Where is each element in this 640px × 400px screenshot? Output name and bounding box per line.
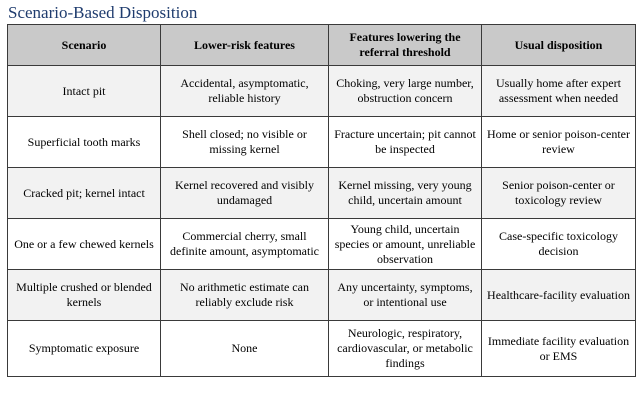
table-row [8,66,636,117]
cell-referral-threshold-features: Fracture uncertain; pit cannot be inspected [329,117,482,168]
table-header-row [8,25,636,66]
table-row [8,219,636,270]
cell-lower-risk-features: No arithmetic estimate can reliably exclude risk [161,270,329,321]
cell-usual-disposition: Healthcare-facility evaluation [482,270,636,321]
table-row [8,321,636,377]
cell-scenario: Intact pit [8,66,161,117]
cell-usual-disposition: Case-specific toxicology decision [482,219,636,270]
cell-referral-threshold-features: Young child, uncertain species or amount, unreliable observation [329,219,482,270]
header-referral-threshold-features: Features lowering the referral threshold [329,25,482,66]
table-row [8,117,636,168]
cell-usual-disposition: Immediate facility evaluation or EMS [482,321,636,377]
header-lower-risk-features: Lower-risk features [161,25,329,66]
cell-lower-risk-features: Shell closed; no visible or missing kernel [161,117,329,168]
cell-usual-disposition: Usually home after expert assessment when needed [482,66,636,117]
table-row [8,168,636,219]
header-usual-disposition: Usual disposition [482,25,636,66]
cell-lower-risk-features: Kernel recovered and visibly undamaged [161,168,329,219]
cell-usual-disposition: Home or senior poison-center review [482,117,636,168]
disposition-table [7,24,636,377]
cell-referral-threshold-features: Choking, very large number, obstruction concern [329,66,482,117]
cell-scenario: Cracked pit; kernel intact [8,168,161,219]
cell-scenario: Multiple crushed or blended kernels [8,270,161,321]
cell-usual-disposition: Senior poison-center or toxicology review [482,168,636,219]
table-row [8,270,636,321]
header-scenario: Scenario [8,25,161,66]
cell-referral-threshold-features: Any uncertainty, symptoms, or intentional use [329,270,482,321]
cell-referral-threshold-features: Kernel missing, very young child, uncertain amount [329,168,482,219]
document-title: Scenario-Based Disposition [8,3,198,22]
cell-referral-threshold-features: Neurologic, respiratory, cardiovascular, or metabolic findings [329,321,482,377]
cell-lower-risk-features: Commercial cherry, small definite amount, asymptomatic [161,219,329,270]
cell-scenario: Superficial tooth marks [8,117,161,168]
cell-lower-risk-features: Accidental, asymptomatic, reliable history [161,66,329,117]
cell-lower-risk-features: None [161,321,329,377]
cell-scenario: One or a few chewed kernels [8,219,161,270]
cell-scenario: Symptomatic exposure [8,321,161,377]
